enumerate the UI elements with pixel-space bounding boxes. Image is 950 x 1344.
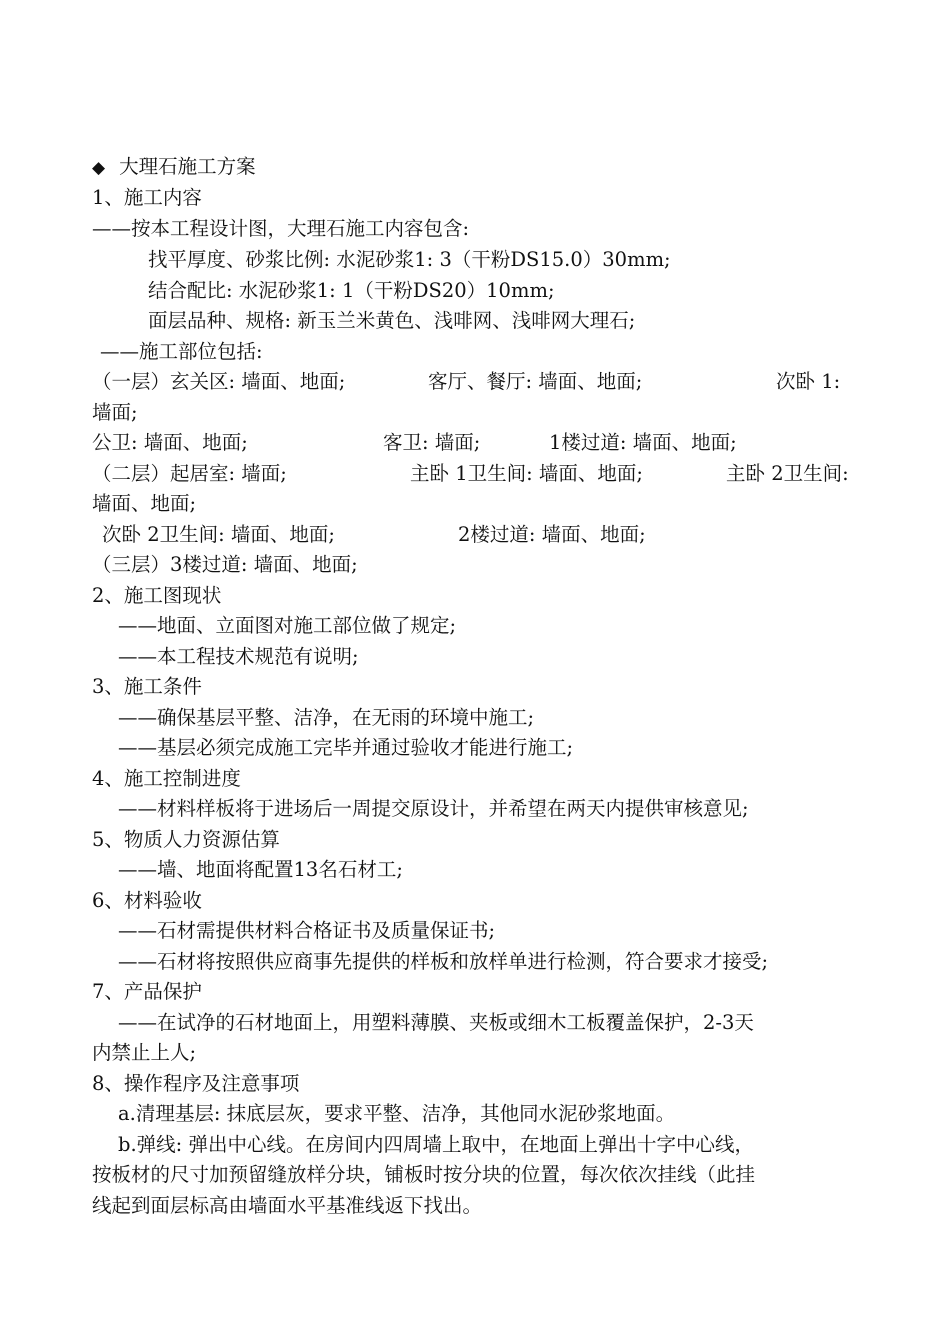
floor1-guest-bath: 客卫: 墙面; [383,431,481,454]
spec-line-bonding: 结合配比: 水泥砂浆1: 1（干粉DS20）10mm; [148,279,555,302]
section-4-heading: 4、施工控制进度 [92,767,241,790]
section-3-heading: 3、施工条件 [92,675,202,698]
floor2-family-room: （二层）起居室: 墙面; [92,462,287,485]
section-3-line-1: ——确保基层平整、洁净，在无雨的环境中施工; [118,706,535,729]
floor2-bedroom2-bath: 次卧 2卫生间: 墙面、地面; [102,523,335,546]
parts-intro: ——施工部位包括: [100,340,263,363]
section-8-heading: 8、操作程序及注意事项 [92,1072,300,1095]
floor1-corridor: 1楼过道: 墙面、地面; [549,431,737,454]
section-6-line-1: ——石材需提供材料合格证书及质量保证书; [118,919,496,942]
step-b-line-2: 按板材的尺寸加预留缝放样分块，铺板时按分块的位置，每次依次挂线（此挂 [92,1163,756,1186]
section-6-line-2: ——石材将按照供应商事先提供的样板和放样单进行检测，符合要求才接受; [118,950,769,973]
section-2-line-1: ——地面、立面图对施工部位做了规定; [118,614,457,637]
section-7-line-1: ——在试净的石材地面上，用塑料薄膜、夹板或细木工板覆盖保护，2-3天 [118,1011,754,1034]
diamond-bullet-icon: ◆ [92,158,106,178]
section-2-line-2: ——本工程技术规范有说明; [118,645,359,668]
section-2-heading: 2、施工图现状 [92,584,222,607]
section-1-heading: 1、施工内容 [92,186,202,209]
step-a-clean-base: a.清理基层: 抹底层灰，要求平整、洁净，其他同水泥砂浆地面。 [118,1102,676,1125]
section-1-intro: ——按本工程设计图，大理石施工内容包含: [92,217,470,240]
floor2-master1-bath: 主卧 1卫生间: 墙面、地面; [410,462,643,485]
spec-line-leveling: 找平厚度、砂浆比例: 水泥砂浆1: 3（干粉DS15.0）30mm; [148,248,671,271]
floor2-master2-bath-cont: 墙面、地面; [92,492,197,515]
section-7-line-1-cont: 内禁止上人; [92,1041,197,1064]
section-5-line-1: ——墙、地面将配置13名石材工; [118,858,403,881]
floor2-master2-bath: 主卧 2卫生间: [726,462,849,485]
floor3-corridor: （三层）3楼过道: 墙面、地面; [92,553,358,576]
floor1-living: 客厅、餐厅: 墙面、地面; [428,370,643,393]
section-5-heading: 5、物质人力资源估算 [92,828,280,851]
floor1-public-bath: 公卫: 墙面、地面; [92,431,248,454]
spec-line-surface: 面层品种、规格: 新玉兰米黄色、浅啡网、浅啡网大理石; [148,309,636,332]
document-title [92,152,256,182]
floor1-bedroom1: 次卧 1: [776,370,841,393]
section-6-heading: 6、材料验收 [92,889,202,912]
floor1-entry: （一层）玄关区: 墙面、地面; [92,370,346,393]
step-b-line-1: b.弹线: 弹出中心线。在房间内四周墙上取中，在地面上弹出十字中心线， [118,1133,754,1156]
floor2-corridor: 2楼过道: 墙面、地面; [458,523,646,546]
title-text: 大理石施工方案 [119,155,256,178]
floor1-bedroom1-cont: 墙面; [92,401,138,424]
step-b-line-3: 线起到面层标高由墙面水平基准线返下找出。 [92,1194,483,1217]
section-4-line-1: ——材料样板将于进场后一周提交原设计，并希望在两天内提供审核意见; [118,797,749,820]
section-3-line-2: ——基层必须完成施工完毕并通过验收才能进行施工; [118,736,574,759]
section-7-heading: 7、产品保护 [92,980,202,1003]
